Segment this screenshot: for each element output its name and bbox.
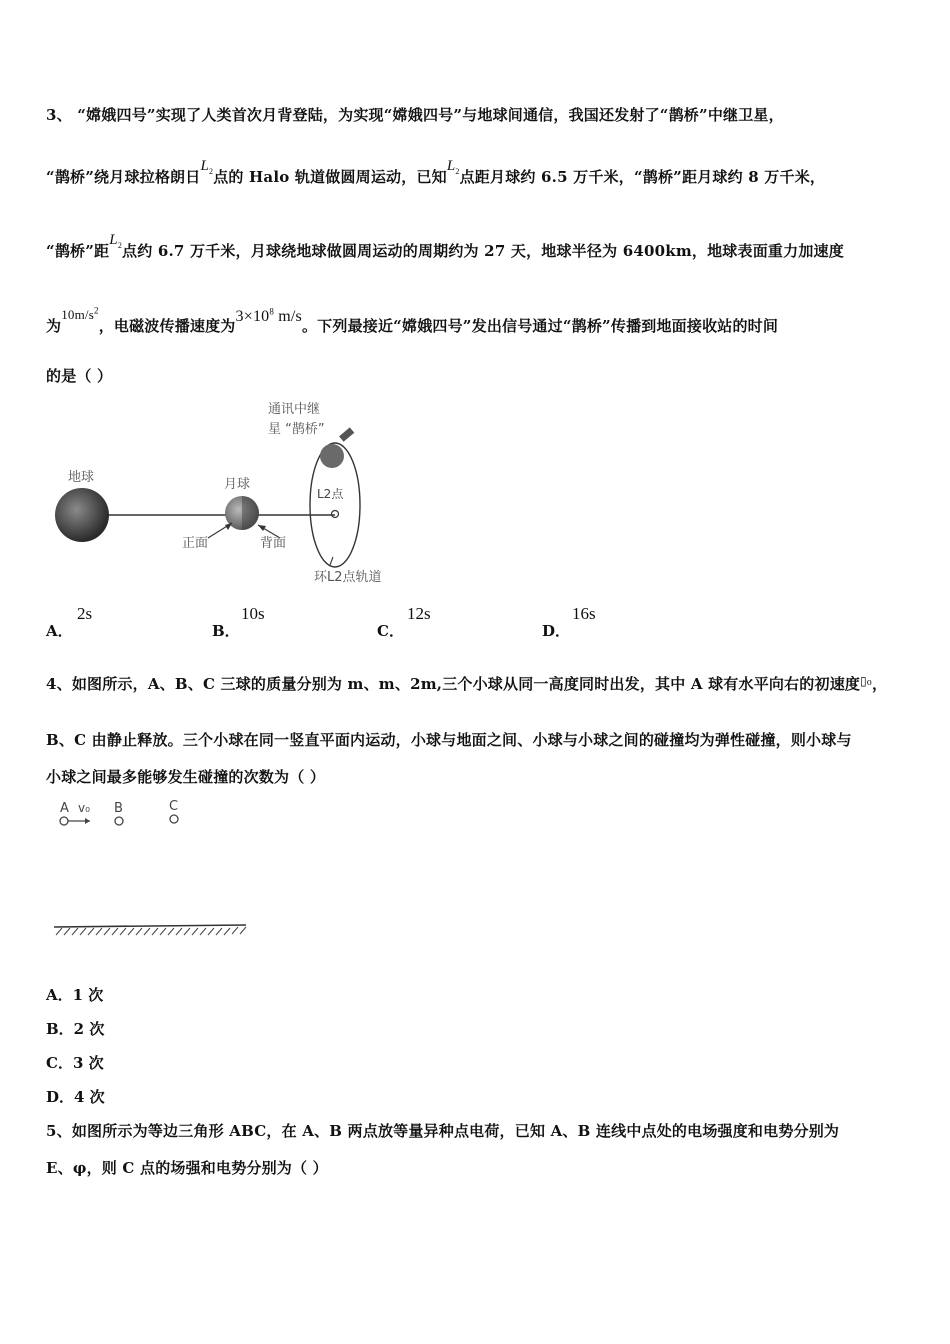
q4-choice-c: C．3 次 [46,1054,104,1072]
q4-line-1-text: 4、如图所示，A、B、C 三球的质量分别为 m、m、2m,三个小球从同一高度同时出发，其中 A 球有水平向右的初速度 [46,675,861,693]
q3-line-4a: 为 [46,317,62,335]
ground-line [54,925,246,927]
ball-a-label: A [60,801,69,816]
q3-line-1: 3、 “嫦娥四号”实现了人类首次月背登陆，为实现“嫦娥四号”与地球间通信，我国还发射了“鹊桥”中继卫星， [46,106,784,124]
q4-line-1 [46,673,887,694]
l2-label: L2点 [317,487,344,501]
orbit-label: 环L2点轨道 [314,570,382,585]
ball-b [115,817,123,825]
relay-label-1: 通讯中继 [268,402,321,417]
l2-point [332,511,339,518]
option-a-letter: A． [46,622,73,640]
q3-line-2c: 点距月球约 6.5 万千米，“鹊桥”距月球约 8 万千米， [459,168,826,186]
option-b-value: 10s [241,604,265,623]
option-a-value: 2s [77,604,93,623]
q4-line-2: B、C 由静止释放。三个小球在同一竖直平面内运动，小球与地面之间、小球与小球之间的碰撞均为弹性碰撞，则小球与 [46,731,852,749]
l2-symbol: $L_2$ [109,232,123,250]
q4-line-3: 小球之间最多能够发生碰撞的次数为（ ） [46,768,326,786]
q3-line-4b: ，电磁波传播速度为 [98,317,236,335]
q3-line-4 [46,305,779,336]
q3-line-4c: 。下列最接近“嫦娥四号”发出信号通过“鹊桥”传播到地面接收站的时间 [301,317,779,335]
q5-line-2: E、φ，则 C 点的场强和电势分别为（ ） [46,1159,328,1177]
earth-label: 地球 [68,470,95,485]
q4-line-1-end: ， [871,675,888,693]
l2-symbol: $L_2$ [446,158,460,176]
option-c-value: 12s [407,604,431,623]
ground-hatch [56,927,246,935]
option-c-letter: C． [377,622,404,640]
q4-choice-b: B．2 次 [46,1020,105,1038]
v0-glyph: ▯₀ [860,674,872,688]
back-label: 背面 [260,536,287,551]
ball-c [170,815,178,823]
option-b-letter: B． [212,622,240,640]
v0-label: v₀ [78,801,90,815]
q3-line-2b: 点的 Halo 轨道做圆周运动，已知 [213,168,447,186]
option-d-letter: D． [542,622,571,640]
gravity-value: $10m/s^2$ [61,305,99,322]
q3-line-3b: 点约 6.7 万千米，月球绕地球做圆周运动的周期约为 27 天，地球半径为 6400km，地球表面重力加速度 [122,242,844,260]
earth-icon [55,488,109,542]
q4-choice-a: A．1 次 [46,986,104,1004]
q4-choice-d: D．4 次 [46,1088,105,1106]
ball-c-label: C [169,799,179,814]
q5-line-1: 5、如图所示为等边三角形 ABC，在 A、B 两点放等量异种点电荷，已知 A、B 连线中点处的电场强度和电势分别为 [46,1122,840,1140]
q3-figure [40,395,420,595]
q3-line-3a: “鹊桥”距 [46,242,110,260]
light-speed-value: $3\times 10^8$ m/s [235,306,302,325]
q4-figure [50,795,260,945]
ball-a [60,817,68,825]
ball-b-label: B [114,801,123,816]
q3-line-2 [46,158,826,188]
moon-label: 月球 [224,477,251,492]
relay-label-2: 星 “鹊桥” [268,422,325,437]
l2-symbol: $L_2$ [200,158,214,176]
q3-line-3 [46,232,844,262]
q3-line-5: 的是（ ） [46,367,113,385]
q3-line-2a: “鹊桥”绕月球拉格朗日 [46,168,201,186]
relay-satellite-icon [320,444,344,468]
front-label: 正面 [182,536,209,551]
option-d-value: 16s [572,604,596,623]
